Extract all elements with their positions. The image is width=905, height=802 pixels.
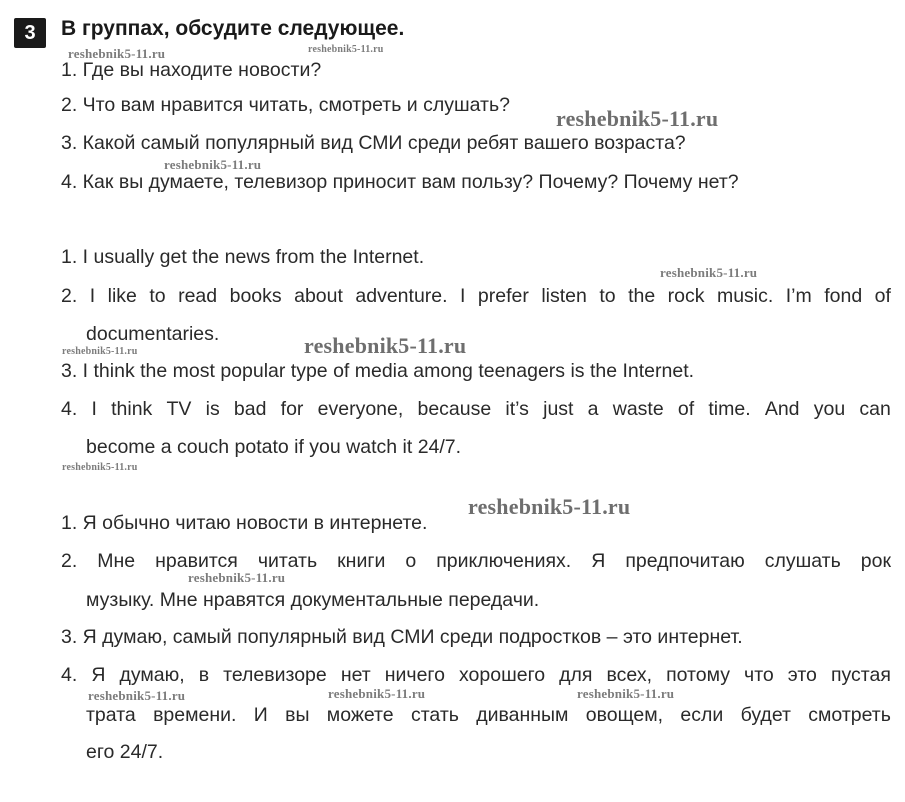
answer-en-4-line-2: become a couch potato if you watch it 24/7. [86,436,462,458]
watermark: reshebnik5-11.ru [308,44,384,55]
watermark: reshebnik5-11.ru [188,570,286,585]
answer-ru-2-line-1 [61,549,891,573]
watermark: reshebnik5-11.ru [660,265,758,280]
answer-en-3: 3. I think the most popular type of media among teenagers is the Internet. [61,360,695,382]
word: the [628,285,656,307]
watermark: reshebnik5-11.ru [62,462,138,473]
word: for [280,398,304,420]
word: телевизоре [223,664,327,686]
word: потому [666,664,730,686]
task-title: В группах, обсудите следующее. [61,17,405,40]
word: music. [716,285,774,307]
word: диванным [476,704,569,726]
word: about [294,285,343,307]
word: времени. [153,704,237,726]
word: prefer [477,285,529,307]
word: рок [860,550,891,572]
answer-ru-3: 3. Я думаю, самый популярный вид СМИ среди подростков – это интернет. [61,626,743,648]
watermark: reshebnik5-11.ru [164,157,262,172]
word: everyone, [317,398,404,420]
word: can [859,398,891,420]
question-1: 1. Где вы находите новости? [61,59,322,81]
answer-ru-1: 1. Я обычно читаю новости в интернете. [61,512,428,534]
word: И [253,704,268,726]
answer-en-1: 1. I usually get the news from the Internet. [61,246,425,268]
word: можете [326,704,394,726]
answer-en-2-line-2: documentaries. [86,323,220,345]
word: think [111,398,153,420]
word: пустая [830,664,891,686]
word: стать [410,704,459,726]
word: думаю, [119,664,185,686]
watermark: reshebnik5-11.ru [328,686,426,701]
word: because [417,398,492,420]
word: читать [257,550,318,572]
word: And [764,398,800,420]
word: to [599,285,616,307]
watermark: reshebnik5-11.ru [468,494,631,519]
word: a [587,398,599,420]
word: слушать [764,550,841,572]
word: о [405,550,417,572]
word: нравится [155,550,238,572]
question-3: 3. Какой самый популярный вид СМИ среди ребят вашего возраста? [61,132,686,154]
word: для [559,664,593,686]
word: если [680,704,724,726]
word: 2. [61,285,78,307]
word: of [874,285,891,307]
word: приключениях. [436,550,572,572]
answer-en-2-line-1 [61,284,891,308]
word: овощем, [585,704,664,726]
word: time. [708,398,751,420]
word: books [229,285,282,307]
watermark: reshebnik5-11.ru [556,106,719,131]
watermark: reshebnik5-11.ru [88,688,186,703]
word: трата [86,704,136,726]
answer-ru-4-line-3: его 24/7. [86,741,164,763]
word: Я [591,550,606,572]
word: Я [91,664,106,686]
word: предпочитаю [625,550,745,572]
word: вы [285,704,310,726]
word: I [91,398,97,420]
question-2: 2. Что вам нравится читать, смотреть и слушать? [61,94,510,116]
watermark: reshebnik5-11.ru [62,346,138,357]
word: 4. [61,398,78,420]
word: listen [541,285,587,307]
word: like [107,285,137,307]
word: всех, [606,664,653,686]
word: is [205,398,220,420]
word: TV [166,398,192,420]
watermark: reshebnik5-11.ru [68,46,166,61]
word: I’m [785,285,812,307]
answer-en-4-line-1 [61,397,891,421]
word: что [744,664,774,686]
word: будет [740,704,791,726]
word: нет [340,664,371,686]
word: to [149,285,166,307]
word: ничего [384,664,445,686]
answer-ru-4-line-2 [86,703,891,727]
question-4: 4. Как вы думаете, телевизор приносит вам пользу? Почему? Почему нет? [61,171,739,193]
word: it’s [505,398,529,420]
answer-ru-4-line-1 [61,663,891,687]
word: 4. [61,664,78,686]
word: adventure. [355,285,448,307]
word: you [813,398,846,420]
word: в [198,664,210,686]
word: fond [824,285,863,307]
word: это [787,664,817,686]
answer-ru-2-line-2: музыку. Мне нравятся документальные передачи. [86,589,540,611]
word: хорошего [459,664,546,686]
watermark: reshebnik5-11.ru [577,686,675,701]
word: just [543,398,574,420]
watermark: reshebnik5-11.ru [304,333,467,358]
word: книги [337,550,386,572]
word: 2. [61,550,78,572]
word: read [178,285,218,307]
word: waste [612,398,664,420]
word: смотреть [808,704,891,726]
word: rock [667,285,705,307]
word: I [89,285,96,307]
task-number-badge: 3 [14,18,46,48]
word: bad [233,398,267,420]
word: Мне [97,550,136,572]
word: I [460,285,466,307]
word: of [677,398,695,420]
